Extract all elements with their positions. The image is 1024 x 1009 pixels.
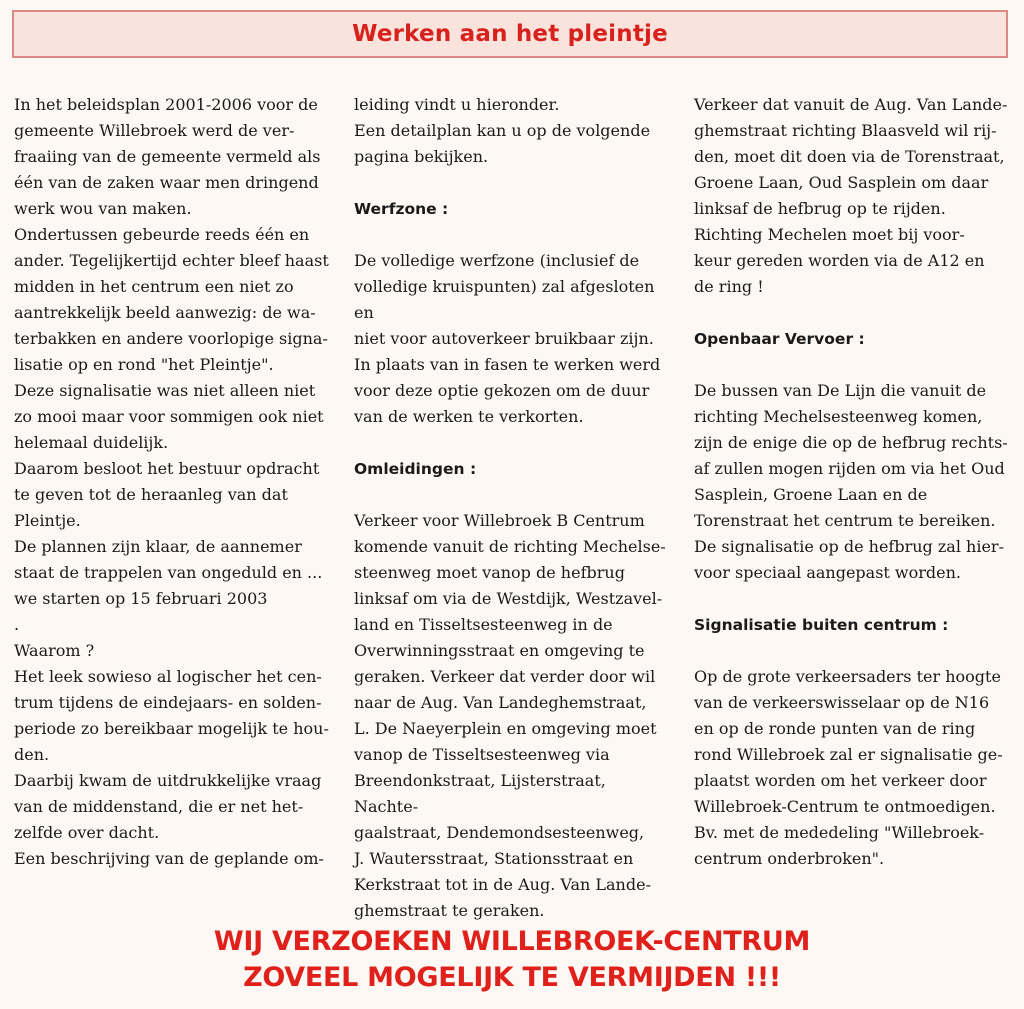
paragraph: Verkeer voor Willebroek B Centrum komende vanuit de richting Mechelse- steenweg moet vanop de hefbrug linksaf om via de Westdijk, Westzavel- land en Tisseltsesteenweg in de Overwinningsstraat en omgeving te geraken. Verkeer dat verder door wil naar de Aug. Van Landeghemstraat, L. De Naeyerplein en omgeving moet vanop de Tisseltsesteenweg via Breendonkstraat, Lijsterstraat, Nachte- gaalstraat, Dendemondsesteenweg, J. Wautersstraat, Stationsstraat en Kerkstraat tot in de Aug. Van Lande- ghemstraat te geraken. [354,511,666,920]
section-heading-openbaar-vervoer: Openbaar Vervoer : [694,330,865,348]
spacer [354,222,672,248]
spacer [354,482,672,508]
paragraph: De volledige werfzone (inclusief de volledige kruispunten) zal afgesloten en niet voor autoverkeer bruikbaar zijn. In plaats van in fasen te werken werd voor deze optie gekozen om de duur van de werken te verkorten. [354,251,661,426]
paragraph: In het beleidsplan 2001-2006 voor de gemeente Willebroek werd de ver- fraaiing van de gemeente vermeld als één van de zaken waar men dringend werk wou van maken. [14,95,321,218]
paragraph: Daarom besloot het bestuur opdracht te geven tot de heraanleg van dat Pleintje. [14,459,320,530]
paragraph: Verkeer dat vanuit de Aug. Van Lande- ghemstraat richting Blaasveld wil rij- den, moet dit doen via de Torenstraat, Groene Laan, Oud Sasplein om daar linksaf de hefbrug op te rijden. Richting Mechelen moet bij voor- keur gereden worden via de A12 en de ring ! [694,95,1008,296]
section-heading-werfzone: Werfzone : [354,200,449,218]
spacer [354,430,672,456]
section-heading-omleidingen: Omleidingen : [354,460,477,478]
paragraph: Waarom ? [14,641,95,660]
spacer [694,638,1014,664]
closing-notice [0,924,1024,996]
closing-line-1: WIJ VERZOEKEN WILLEBROEK-CENTRUM [213,926,811,957]
paragraph: Een beschrijving van de geplande om- [14,849,324,868]
column-3 [694,92,1014,872]
spacer [694,300,1014,326]
paragraph: leiding vindt u hieronder. Een detailplan kan u op de volgende pagina bekijken. [354,95,651,166]
paragraph: Deze signalisatie was niet alleen niet zo mooi maar voor sommigen ook niet helemaal duidelijk. [14,381,324,452]
paragraph: Op de grote verkeersaders ter hoogte van de verkeerswisselaar op de N16 en op de ronde punten van de ring rond Willebroek zal er signalisatie ge- plaatst worden om het verkeer door Willebroek-Centrum te ontmoedigen. Bv. met de mededeling "Willebroek- centrum onderbroken". [694,667,1003,868]
spacer [694,586,1014,612]
paragraph: Daarbij kwam de uitdrukkelijke vraag van de middenstand, die er net het- zelfde over dacht. [14,771,322,842]
closing-line-2: ZOVEEL MOGELIJK TE VERMIJDEN !!! [243,962,781,993]
spacer [694,352,1014,378]
paragraph: Ondertussen gebeurde reeds één en ander. Tegelijkertijd echter bleef haast midden in het centrum een niet zo aantrekkelijk beeld aanwezig: de wa- terbakken en andere voorlopige signa- lisatie op en rond "het Pleintje". [14,225,329,374]
paragraph: Het leek sowieso al logischer het cen- trum tijdens de eindejaars- en solden- periode zo bereikbaar mogelijk te hou- den. [14,667,329,764]
spacer [354,170,672,196]
paragraph: De bussen van De Lijn die vanuit de richting Mechelsesteenweg komen, zijn de enige die op de hefbrug rechts- af zullen mogen rijden om via het Oud Sasplein, Groene Laan en de Torenstraat het centrum te bereiken. De signalisatie op de hefbrug zal hier- voor speciaal aangepast worden. [694,381,1008,582]
paragraph: De plannen zijn klaar, de aannemer staat de trappelen van ongeduld en ... we starten op 15 februari 2003 . [14,537,323,634]
title-banner [12,10,1008,58]
column-1 [14,92,336,872]
column-2 [354,92,672,924]
page-title: Werken aan het pleintje [352,21,668,47]
section-heading-signalisatie: Signalisatie buiten centrum : [694,616,949,634]
